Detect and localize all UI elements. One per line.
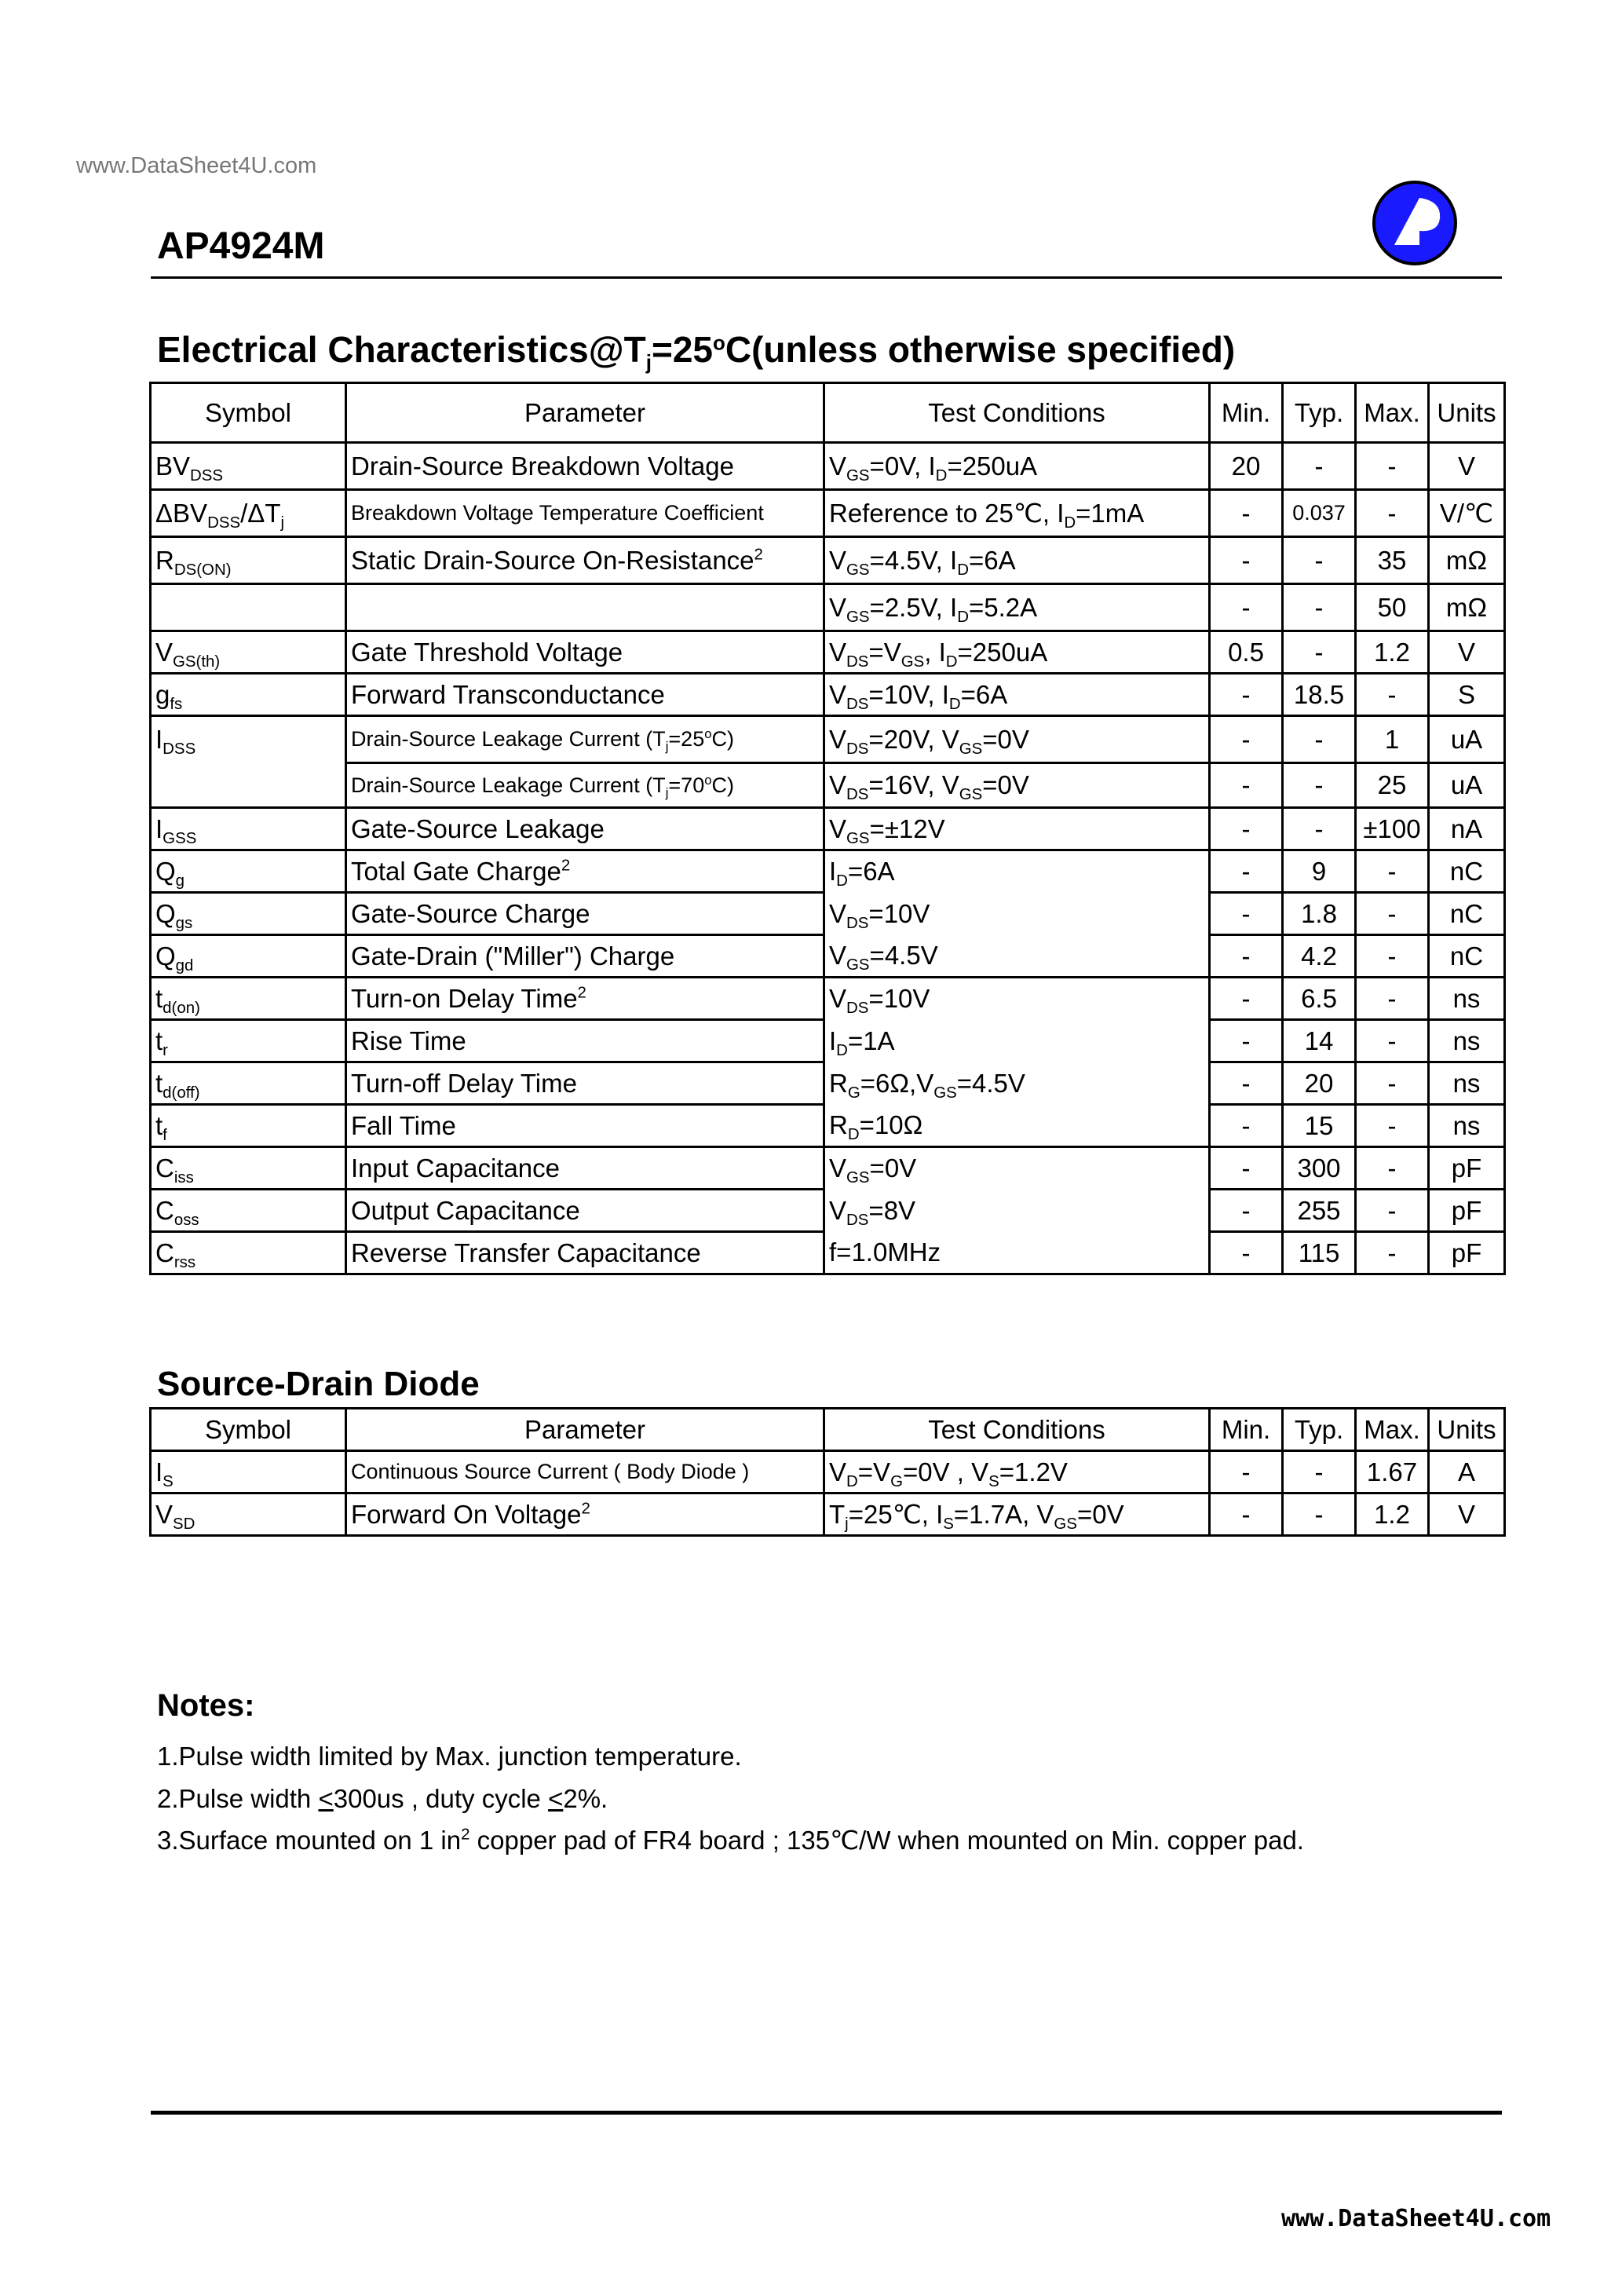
cell-max: - (1356, 935, 1429, 978)
cell-parameter: Turn-on Delay Time$^2$ (346, 978, 824, 1020)
cell-typ: 15 (1283, 1105, 1356, 1147)
header-typ: Typ. (1283, 1409, 1356, 1451)
cell-symbol: $R_{DS(ON)}$ (151, 537, 346, 584)
cell-parameter: Drain-Source Leakage Current $(T_j=70^oC)$ (346, 763, 824, 808)
cell-typ: - (1283, 584, 1356, 631)
cell-parameter: Gate-Source Leakage (346, 808, 824, 850)
cell-units: mΩ (1429, 584, 1505, 631)
cell-min: - (1210, 1232, 1283, 1274)
cell-max: - (1356, 674, 1429, 716)
cell-parameter: Input Capacitance (346, 1147, 824, 1190)
cell-parameter: Forward Transconductance (346, 674, 824, 716)
table-row (151, 490, 1505, 537)
cell-min: - (1210, 1020, 1283, 1062)
cell-symbol: $t_f$ (151, 1105, 346, 1147)
cell-test-conditions: $V_{DS}=8V$ (824, 1190, 1210, 1232)
cell-test-conditions: $T_j=25℃$, $I_S=1.7A$, $V_{GS}=0V$ (824, 1493, 1210, 1536)
notes-title: Notes: (157, 1688, 255, 1723)
cell-typ: 255 (1283, 1190, 1356, 1232)
table-row (151, 1232, 1505, 1274)
cell-max: 1.2 (1356, 631, 1429, 674)
table-row (151, 978, 1505, 1020)
cell-test-conditions: $V_{DS}=10V$, $I_D=6A$ (824, 674, 1210, 716)
cell-parameter: Rise Time (346, 1020, 824, 1062)
table-row (151, 1105, 1505, 1147)
cell-min: - (1210, 1493, 1283, 1536)
cell-symbol (151, 584, 346, 631)
cell-max: 1.2 (1356, 1493, 1429, 1536)
part-number: AP4924M (157, 225, 325, 267)
cell-symbol: $V_{GS(th)}$ (151, 631, 346, 674)
cell-typ: 18.5 (1283, 674, 1356, 716)
header-test-conditions: Test Conditions (824, 383, 1210, 443)
cell-max: - (1356, 1062, 1429, 1105)
cell-min: - (1210, 537, 1283, 584)
cell-units: V/℃ (1429, 490, 1505, 537)
table-row (151, 584, 1505, 631)
cell-parameter: Output Capacitance (346, 1190, 824, 1232)
cell-units: pF (1429, 1232, 1505, 1274)
cell-min: - (1210, 1190, 1283, 1232)
cell-max: 1 (1356, 716, 1429, 763)
cell-units: nC (1429, 850, 1505, 893)
cell-parameter: Turn-off Delay Time (346, 1062, 824, 1105)
cell-test-conditions: $V_D=V_G=0V$ , $V_S=1.2V$ (824, 1451, 1210, 1493)
header-min: Min. (1210, 383, 1283, 443)
table-row (151, 808, 1505, 850)
cell-symbol: $I_S$ (151, 1451, 346, 1493)
cell-parameter: Static Drain-Source On-Resistance$^2$ (346, 537, 824, 584)
cell-test-conditions: $R_G=6\Omega,V_{GS}=4.5V$ (824, 1062, 1210, 1105)
table-row (151, 1190, 1505, 1232)
cell-min: - (1210, 584, 1283, 631)
cell-typ: 0.037 (1283, 490, 1356, 537)
header-parameter: Parameter (346, 383, 824, 443)
cell-test-conditions: $V_{DS}=16V$, $V_{GS}=0V$ (824, 763, 1210, 808)
cell-max: - (1356, 1020, 1429, 1062)
cell-symbol: $C_{iss}$ (151, 1147, 346, 1190)
watermark-bottom: www.DataSheet4U.com (1281, 2205, 1551, 2232)
cell-units: V (1429, 1493, 1505, 1536)
cell-min: - (1210, 1147, 1283, 1190)
cell-max: 25 (1356, 763, 1429, 808)
cell-parameter: Total Gate Charge$^2$ (346, 850, 824, 893)
cell-units: pF (1429, 1190, 1505, 1232)
cell-max: - (1356, 490, 1429, 537)
cell-typ: - (1283, 631, 1356, 674)
table-row (151, 1020, 1505, 1062)
table-row (151, 1451, 1505, 1493)
cell-symbol: $C_{rss}$ (151, 1232, 346, 1274)
cell-typ: 300 (1283, 1147, 1356, 1190)
cell-test-conditions: $V_{GS}=0V$, $I_D=250uA$ (824, 443, 1210, 490)
note-2: 2.Pulse width <300us , duty cycle <2%. (157, 1784, 608, 1813)
cell-units: nC (1429, 893, 1505, 935)
table-row (151, 443, 1505, 490)
cell-parameter: Gate-Drain ("Miller") Charge (346, 935, 824, 978)
cell-symbol: $g_{fs}$ (151, 674, 346, 716)
table-row (151, 674, 1505, 716)
cell-symbol: $t_{d(off)}$ (151, 1062, 346, 1105)
header-max: Max. (1356, 383, 1429, 443)
cell-symbol: $BV_{DSS}$ (151, 443, 346, 490)
cell-units: ns (1429, 1062, 1505, 1105)
cell-typ: 20 (1283, 1062, 1356, 1105)
cell-parameter: Gate-Source Charge (346, 893, 824, 935)
cell-parameter: Drain-Source Breakdown Voltage (346, 443, 824, 490)
cell-test-conditions: $V_{GS}=4.5V$ (824, 935, 1210, 978)
cell-min: - (1210, 716, 1283, 763)
cell-max: - (1356, 1147, 1429, 1190)
cell-test-conditions: $V_{GS}=0V$ (824, 1147, 1210, 1190)
table-row (151, 716, 1505, 763)
table-row (151, 1147, 1505, 1190)
cell-symbol: $I_{GSS}$ (151, 808, 346, 850)
cell-units: A (1429, 1451, 1505, 1493)
cell-typ: 1.8 (1283, 893, 1356, 935)
cell-typ: 4.2 (1283, 935, 1356, 978)
cell-units: nA (1429, 808, 1505, 850)
cell-test-conditions: $V_{DS}=10V$ (824, 978, 1210, 1020)
cell-parameter: Forward On Voltage$^2$ (346, 1493, 824, 1536)
cell-test-conditions: $V_{GS}=\pm 12V$ (824, 808, 1210, 850)
cell-max: - (1356, 850, 1429, 893)
cell-symbol: $C_{oss}$ (151, 1190, 346, 1232)
cell-typ: 6.5 (1283, 978, 1356, 1020)
table-row (151, 763, 1505, 808)
cell-symbol: $Q_{gd}$ (151, 935, 346, 978)
cell-min: 0.5 (1210, 631, 1283, 674)
cell-min: - (1210, 1451, 1283, 1493)
header-typ: Typ. (1283, 383, 1356, 443)
cell-min: 20 (1210, 443, 1283, 490)
table-row (151, 935, 1505, 978)
cell-typ: 14 (1283, 1020, 1356, 1062)
cell-typ: - (1283, 1451, 1356, 1493)
cell-typ: - (1283, 808, 1356, 850)
table-row (151, 893, 1505, 935)
table-row (151, 850, 1505, 893)
source-drain-diode-table (149, 1407, 1506, 1537)
cell-min: - (1210, 935, 1283, 978)
cell-parameter: Fall Time (346, 1105, 824, 1147)
cell-min: - (1210, 893, 1283, 935)
cell-symbol (151, 763, 346, 808)
cell-units: pF (1429, 1147, 1505, 1190)
header-parameter: Parameter (346, 1409, 824, 1451)
cell-symbol: $\Delta BV_{DSS}/\Delta T_j$ (151, 490, 346, 537)
cell-units: ns (1429, 1020, 1505, 1062)
company-logo-icon (1371, 179, 1459, 267)
table-header-row (151, 1409, 1505, 1451)
cell-min: - (1210, 850, 1283, 893)
cell-max: - (1356, 1105, 1429, 1147)
header-symbol: Symbol (151, 383, 346, 443)
cell-min: - (1210, 490, 1283, 537)
cell-test-conditions: $R_D=10\Omega$ (824, 1105, 1210, 1147)
header-rule (151, 276, 1502, 279)
cell-test-conditions: $V_{GS}=4.5V$, $I_D=6A$ (824, 537, 1210, 584)
cell-symbol: $Q_{gs}$ (151, 893, 346, 935)
table-row (151, 1493, 1505, 1536)
cell-units: ns (1429, 978, 1505, 1020)
cell-units: uA (1429, 763, 1505, 808)
cell-units: mΩ (1429, 537, 1505, 584)
cell-symbol: $t_r$ (151, 1020, 346, 1062)
cell-test-conditions: Reference to 25℃, $I_D=1mA$ (824, 490, 1210, 537)
cell-typ: - (1283, 1493, 1356, 1536)
header-units: Units (1429, 1409, 1505, 1451)
cell-min: - (1210, 763, 1283, 808)
table-row (151, 631, 1505, 674)
cell-parameter: Continuous Source Current ( Body Diode ) (346, 1451, 824, 1493)
cell-test-conditions: $V_{GS}=2.5V$, $I_D=5.2A$ (824, 584, 1210, 631)
footer-rule (151, 2111, 1502, 2115)
electrical-characteristics-title: Electrical $Characteristics@T_j=25^oC(unless$ otherwise specified) (157, 329, 1236, 375)
source-drain-diode-title: Source-Drain Diode (157, 1365, 480, 1403)
table-row (151, 1062, 1505, 1105)
cell-test-conditions: $V_{DS}=20V$, $V_{GS}=0V$ (824, 716, 1210, 763)
cell-min: - (1210, 978, 1283, 1020)
cell-test-conditions: f=1.0MHz (824, 1232, 1210, 1274)
header-symbol: Symbol (151, 1409, 346, 1451)
cell-units: V (1429, 631, 1505, 674)
cell-symbol: $V_{SD}$ (151, 1493, 346, 1536)
note-3: 3.Surface mounted on 1 $in^2$ copper pad of FR4 board ; 135℃/W when mounted on Min. copper pad. (157, 1825, 1304, 1855)
cell-units: S (1429, 674, 1505, 716)
cell-typ: 115 (1283, 1232, 1356, 1274)
cell-typ: - (1283, 716, 1356, 763)
cell-test-conditions: $I_D=6A$ (824, 850, 1210, 893)
cell-symbol: $Q_g$ (151, 850, 346, 893)
cell-units: ns (1429, 1105, 1505, 1147)
table-header-row (151, 383, 1505, 443)
cell-units: uA (1429, 716, 1505, 763)
header-units: Units (1429, 383, 1505, 443)
cell-test-conditions: $I_D=1A$ (824, 1020, 1210, 1062)
cell-typ: - (1283, 763, 1356, 808)
cell-max: - (1356, 893, 1429, 935)
cell-symbol: $I_{DSS}$ (151, 716, 346, 763)
cell-test-conditions: $V_{DS}=10V$ (824, 893, 1210, 935)
cell-parameter: Drain-Source Leakage Current $(T_j=25^oC)$ (346, 716, 824, 763)
table-row (151, 537, 1505, 584)
cell-parameter: Gate Threshold Voltage (346, 631, 824, 674)
cell-max: 1.67 (1356, 1451, 1429, 1493)
cell-parameter: Reverse Transfer Capacitance (346, 1232, 824, 1274)
cell-max: - (1356, 1190, 1429, 1232)
cell-typ: 9 (1283, 850, 1356, 893)
cell-min: - (1210, 674, 1283, 716)
cell-max: 50 (1356, 584, 1429, 631)
header-max: Max. (1356, 1409, 1429, 1451)
cell-test-conditions: $V_{DS}=V_{GS}$, $I_D=250uA$ (824, 631, 1210, 674)
cell-parameter: Breakdown Voltage Temperature Coefficient (346, 490, 824, 537)
cell-max: ±100 (1356, 808, 1429, 850)
cell-min: - (1210, 1062, 1283, 1105)
header-test-conditions: Test Conditions (824, 1409, 1210, 1451)
header-min: Min. (1210, 1409, 1283, 1451)
note-1: 1.Pulse width limited by Max. junction temperature. (157, 1742, 742, 1771)
cell-min: - (1210, 1105, 1283, 1147)
cell-symbol: $t_{d(on)}$ (151, 978, 346, 1020)
watermark-top: www.DataSheet4U.com (76, 153, 317, 178)
cell-max: - (1356, 1232, 1429, 1274)
cell-max: - (1356, 443, 1429, 490)
cell-parameter (346, 584, 824, 631)
cell-units: V (1429, 443, 1505, 490)
cell-units: nC (1429, 935, 1505, 978)
cell-max: - (1356, 978, 1429, 1020)
electrical-characteristics-table (149, 382, 1506, 1275)
cell-max: 35 (1356, 537, 1429, 584)
cell-min: - (1210, 808, 1283, 850)
cell-typ: - (1283, 443, 1356, 490)
cell-typ: - (1283, 537, 1356, 584)
